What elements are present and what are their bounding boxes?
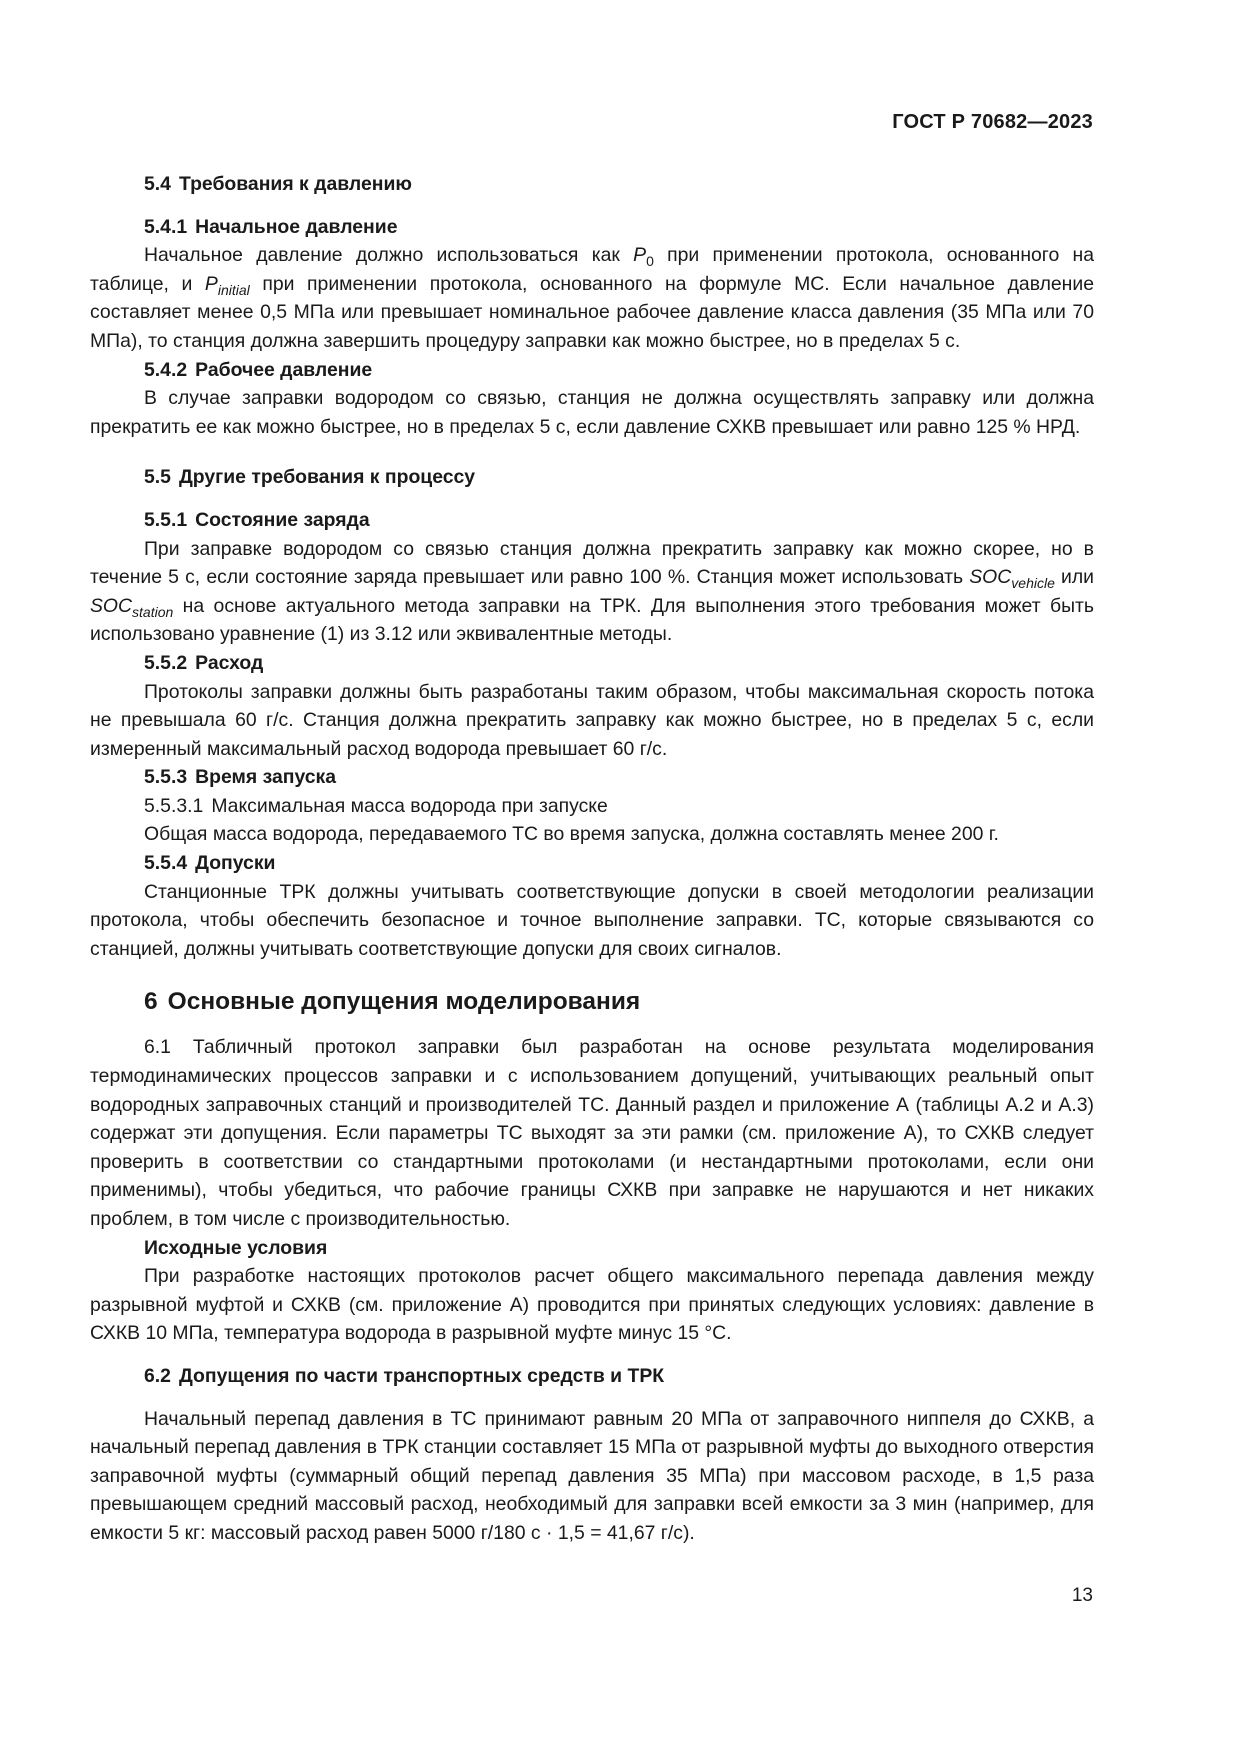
subsection-number: 5.4.2 [144,358,188,381]
paragraph: Общая масса водорода, передаваемого ТС во время запуска, должна составлять менее 200 г. [144,823,999,846]
paragraph: Начальный перепад давления в ТС принимают равным 20 МПа от заправочного ниппеля до СХКВ, а начальный перепад давления в ТРК станции составляет 15 МПа от разрывной муфты до выходного отверстия заправочной муфты (суммарный общий перепад давления 35 МПа) при массовом расходе, в 1,5 раза превышающем средний массовый расход, необходимый для заправки всей емкости за 3 мин (например, для емкости 5 кг: массовый расход равен 5000 г/180 с · 1,5 = 41,67 г/с). [90,1407,1094,1544]
section-heading-6-2 [144,1362,1094,1391]
subsection-number: 5.5.4 [144,852,188,875]
paragraph: При разработке настоящих протоколов расчет общего максимального перепада давления между разрывной муфтой и СХКВ (см. приложение А) проводится при принятых следующих условиях: давление в СХКВ 10 МПа, температура водорода в разрывной муфте минус 15 °С. [90,1265,1094,1345]
section-title: Другие требования к процессу [178,466,476,489]
variable-subscript: initial [217,281,250,298]
subsection-title: Начальное давление [195,215,398,238]
subsection-heading-5-4-2 [144,356,1094,385]
subsection-heading-5-5-2 [144,649,1094,678]
section-number: 6.2 [144,1364,171,1387]
paragraph: Начальное давление должно использоваться как $P_0$ при применении протокола, основанного на таблице, и $P_{initial}$ при применении протокола, основанного на формуле МС. Если начальное давление составляет менее 0,5 МПа или превышает номинальное рабочее давление класса давления (35 МПа или 70 МПа), то станция должна завершить процедуру заправки как можно быстрее, но в пределах 5 с. [90,244,1094,352]
paragraph: Протоколы заправки должны быть разработаны таким образом, чтобы максимальная скорость потока не превышала 60 г/с. Станция должна прекратить заправку как можно быстрее, но в пределах 5 с, если измеренный максимальный расход водорода превышает 60 г/с. [90,680,1094,760]
subsection-heading-5-5-1 [144,506,1094,535]
subsection-title: Допуски [195,852,276,875]
paragraph: В случае заправки водородом со связью, станция не должна осуществлять заправку или должна прекратить ее как можно быстрее, но в пределах 5 с, если давление СХКВ превышает или равно 125 % НРД. [90,387,1094,438]
subsection-number: 5.5.1 [144,508,188,531]
subsection-heading-5-4-1 [144,213,1094,242]
page-number: 13 [1071,1585,1093,1606]
subsection-title: Рабочее давление [195,358,373,381]
section-title: Требования к давлению [178,173,412,195]
variable: P [633,244,647,267]
clause-title: Максимальная масса водорода при запуске [211,794,608,817]
paragraph: При заправке водородом со связью станция должна прекратить заправку как можно скорее, но в течение 5 с, если состояние заряда превышает или равно 100 %. Станция может использовать $SOC_{vehicle}$ или $SOC_{station}$ на основе актуального метода заправки на ТРК. Для выполнения этого требования может быть использовано уравнение (1) из 3.12 или эквивалентные методы. [90,537,1095,646]
chapter-heading-6 [144,985,1094,1019]
paragraph: 6.1 Табличный протокол заправки был разработан на основе результата моделирования термодинамических процессов заправки и с использованием допущений, учитывающих реальный опыт водородных заправочных станций и производителей ТС. Данный раздел и приложение А (таблицы А.2 и А.3) содержат эти допущения. Если параметры ТС выходят за эти рамки (см. приложение А), то СХКВ следует проверить в соответствии со стандартными протоколами (и нестандартными протоколами, если они применимы), чтобы убедиться, что рабочие границы СХКВ при заправке не нарушаются и нет никаких проблем, в том числе с производительностью. [90,1036,1094,1230]
variable: SOC [969,566,1012,589]
variable: SOC [90,594,133,617]
section-number: 5.5 [144,466,171,489]
variable: P [204,272,218,295]
clause-number: 5.5.3.1 [144,794,204,817]
subsection-number: 5.4.1 [144,215,188,238]
section-heading-5-5 [144,463,1094,492]
variable-subscript: station [132,603,174,620]
subheading-initial-conditions: Исходные условия [144,1236,328,1259]
document-body [90,170,1094,1548]
document-code: ГОСТ Р 70682—2023 [892,111,1093,133]
section-heading-5-4 [144,170,1094,199]
clause-heading-5-5-3-1 [144,792,1094,821]
section-number: 5.4 [144,173,171,195]
chapter-title: Основные допущения моделирования [167,988,641,1016]
section-title: Допущения по части транспортных средств и ТРК [178,1364,665,1387]
chapter-number: 6 [144,988,158,1016]
subsection-number: 5.5.2 [144,651,188,674]
subsection-heading-5-5-3 [144,763,1094,792]
subsection-title: Время запуска [195,766,337,789]
variable-subscript: vehicle [1011,575,1055,592]
paragraph: Станционные ТРК должны учитывать соответствующие допуски в своей методологии реализации протокола, чтобы обеспечить безопасное и точное выполнение заправки. ТС, которые связываются со станцией, должны учитывать соответствующие допуски для своих сигналов. [90,880,1094,960]
subsection-title: Состояние заряда [195,508,370,531]
subsection-heading-5-5-4 [144,849,1094,878]
subsection-number: 5.5.3 [144,766,188,789]
subsection-title: Расход [195,651,264,674]
variable-subscript: 0 [646,253,654,270]
